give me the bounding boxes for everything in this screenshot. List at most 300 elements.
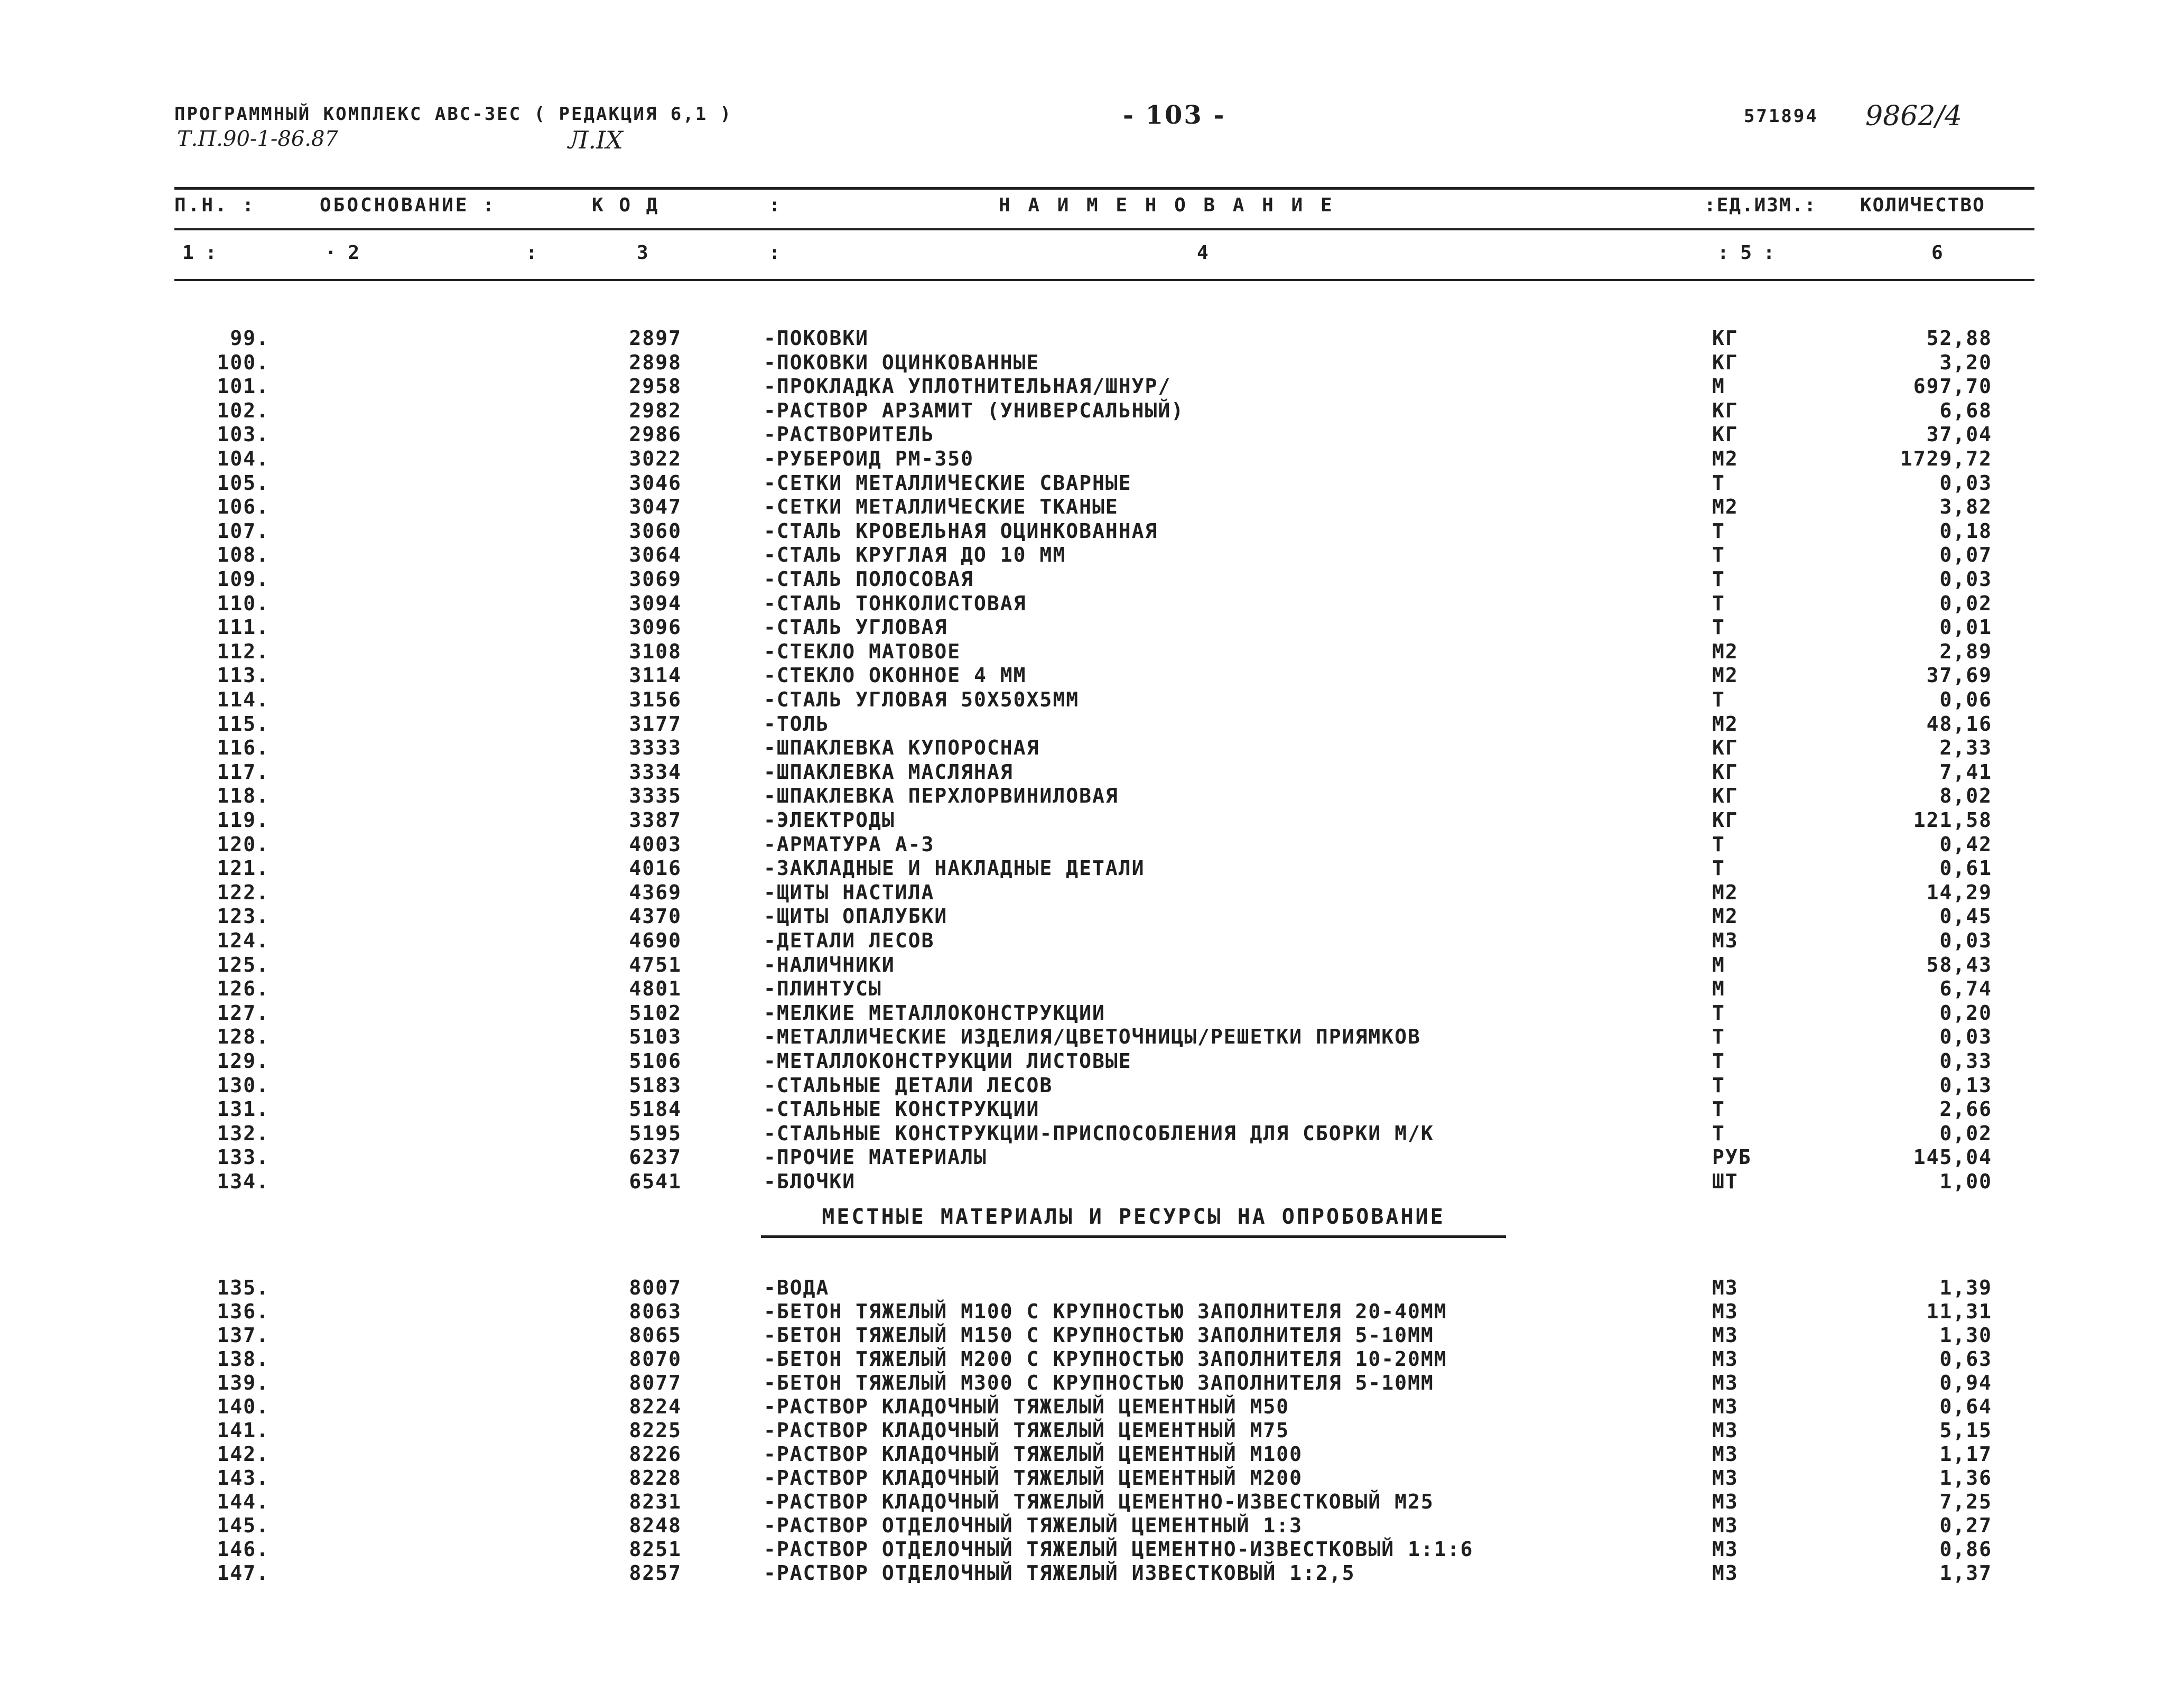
table-row bbox=[0, 1538, 2184, 1561]
row-unit: Т bbox=[1712, 1121, 1725, 1145]
table-row bbox=[0, 423, 2184, 446]
row-number: 106. bbox=[217, 495, 269, 519]
row-unit: М3 bbox=[1712, 1371, 1739, 1394]
row-code: 4369 bbox=[629, 880, 682, 904]
row-code: 2958 bbox=[629, 375, 682, 398]
row-unit: М3 bbox=[1712, 1442, 1739, 1466]
row-quantity: 0,13 bbox=[1939, 1073, 1992, 1097]
row-quantity: 37,69 bbox=[1926, 664, 1992, 687]
row-name: -ЭЛЕКТРОДЫ bbox=[764, 808, 895, 832]
row-name: -ТОЛЬ bbox=[764, 712, 830, 736]
row-number: 102. bbox=[217, 398, 269, 422]
row-number: 116. bbox=[217, 736, 269, 760]
row-quantity: 52,88 bbox=[1926, 327, 1992, 350]
row-number: 132. bbox=[217, 1121, 269, 1145]
col-num-sep2: : bbox=[526, 242, 537, 264]
row-number: 133. bbox=[217, 1146, 269, 1169]
row-unit: М2 bbox=[1712, 905, 1739, 928]
row-number: 103. bbox=[217, 423, 269, 446]
row-code: 3094 bbox=[629, 591, 682, 615]
row-unit: КГ bbox=[1712, 423, 1739, 446]
table-row bbox=[0, 688, 2184, 711]
row-unit: ШТ bbox=[1712, 1170, 1739, 1193]
row-number: 107. bbox=[217, 519, 269, 543]
row-name: -РАСТВОР КЛАДОЧНЫЙ ТЯЖЕЛЫЙ ЦЕМЕНТНО-ИЗВЕСТКОВЫЙ М25 bbox=[764, 1490, 1434, 1513]
row-unit: Т bbox=[1712, 1025, 1725, 1049]
header-rule bbox=[174, 228, 2034, 230]
row-name: -СТАЛЬ КРОВЕЛЬНАЯ ОЦИНКОВАННАЯ bbox=[764, 519, 1158, 543]
row-number: 143. bbox=[217, 1466, 269, 1489]
row-number: 136. bbox=[217, 1300, 269, 1323]
row-name: -МЕТАЛЛОКОНСТРУКЦИИ ЛИСТОВЫЕ bbox=[764, 1049, 1132, 1073]
row-number: 104. bbox=[217, 447, 269, 470]
row-name: -СТАЛЬНЫЕ ДЕТАЛИ ЛЕСОВ bbox=[764, 1073, 1053, 1097]
row-quantity: 5,15 bbox=[1939, 1419, 1992, 1442]
row-code: 3177 bbox=[629, 712, 682, 736]
handwritten-mark: Л.IX bbox=[568, 126, 623, 154]
row-unit: М3 bbox=[1712, 1538, 1739, 1561]
row-name: -РУБЕРОИД РМ-350 bbox=[764, 447, 974, 470]
row-quantity: 0,86 bbox=[1939, 1538, 1992, 1561]
table-row bbox=[0, 1490, 2184, 1513]
row-name: -ЩИТЫ ОПАЛУБКИ bbox=[764, 905, 948, 928]
row-code: 8007 bbox=[629, 1276, 682, 1299]
row-quantity: 0,27 bbox=[1939, 1514, 1992, 1537]
row-name: -РАСТВОР ОТДЕЛОЧНЫЙ ТЯЖЕЛЫЙ ЦЕМЕНТНО-ИЗВЕСТКОВЫЙ 1:1:6 bbox=[764, 1538, 1474, 1561]
row-code: 8226 bbox=[629, 1442, 682, 1466]
row-quantity: 37,04 bbox=[1926, 423, 1992, 446]
row-quantity: 3,20 bbox=[1939, 350, 1992, 374]
row-code: 8231 bbox=[629, 1490, 682, 1513]
row-code: 3156 bbox=[629, 688, 682, 711]
row-name: -РАСТВОР ОТДЕЛОЧНЫЙ ТЯЖЕЛЫЙ ЦЕМЕНТНЫЙ 1:3 bbox=[764, 1514, 1303, 1537]
row-quantity: 0,33 bbox=[1939, 1049, 1992, 1073]
row-number: 118. bbox=[217, 784, 269, 808]
col-head-sep: : bbox=[769, 194, 783, 216]
table-row bbox=[0, 1074, 2184, 1097]
table-row bbox=[0, 567, 2184, 591]
row-quantity: 0,63 bbox=[1939, 1347, 1992, 1371]
row-quantity: 0,07 bbox=[1939, 543, 1992, 567]
row-quantity: 1,37 bbox=[1939, 1561, 1992, 1585]
row-unit: Т bbox=[1712, 1073, 1725, 1097]
row-unit: М2 bbox=[1712, 880, 1739, 904]
table-row bbox=[0, 1170, 2184, 1193]
row-number: 121. bbox=[217, 857, 269, 880]
row-code: 3334 bbox=[629, 760, 682, 784]
table-row bbox=[0, 784, 2184, 807]
row-number: 127. bbox=[217, 1001, 269, 1025]
row-unit: М2 bbox=[1712, 639, 1739, 663]
row-number: 147. bbox=[217, 1561, 269, 1585]
row-number: 124. bbox=[217, 929, 269, 952]
row-code: 8077 bbox=[629, 1371, 682, 1394]
row-quantity: 1,00 bbox=[1939, 1170, 1992, 1193]
table-row bbox=[0, 905, 2184, 928]
col-head-n: П.Н. : bbox=[174, 194, 256, 216]
table-row bbox=[0, 664, 2184, 687]
row-name: -СТЕКЛО ОКОННОЕ 4 ММ bbox=[764, 664, 1027, 687]
row-name: -ШПАКЛЕВКА МАСЛЯНАЯ bbox=[764, 760, 1014, 784]
row-unit: М3 bbox=[1712, 1324, 1739, 1347]
col-head-unit: :ЕД.ИЗМ.: bbox=[1704, 194, 1817, 216]
row-name: -СТАЛЬ ПОЛОСОВАЯ bbox=[764, 567, 974, 591]
row-unit: М3 bbox=[1712, 1561, 1739, 1585]
row-unit: КГ bbox=[1712, 760, 1739, 784]
row-unit: Т bbox=[1712, 1049, 1725, 1073]
row-code: 8248 bbox=[629, 1514, 682, 1537]
document-code: 571894 bbox=[1744, 106, 1818, 127]
row-code: 3335 bbox=[629, 784, 682, 808]
row-quantity: 1,39 bbox=[1939, 1276, 1992, 1299]
row-name: -ПОКОВКИ bbox=[764, 327, 869, 350]
row-number: 112. bbox=[217, 639, 269, 663]
row-code: 4690 bbox=[629, 929, 682, 952]
col-num-2: · 2 bbox=[325, 242, 360, 264]
row-name: -РАСТВОР КЛАДОЧНЫЙ ТЯЖЕЛЫЙ ЦЕМЕНТНЫЙ М75 bbox=[764, 1419, 1290, 1442]
row-code: 4016 bbox=[629, 857, 682, 880]
row-code: 3114 bbox=[629, 664, 682, 687]
table-row bbox=[0, 1395, 2184, 1418]
row-quantity: 58,43 bbox=[1926, 953, 1992, 976]
row-code: 5195 bbox=[629, 1121, 682, 1145]
table-row bbox=[0, 399, 2184, 422]
row-code: 4751 bbox=[629, 953, 682, 976]
row-unit: М3 bbox=[1712, 1300, 1739, 1323]
row-quantity: 1,17 bbox=[1939, 1442, 1992, 1466]
table-row bbox=[0, 977, 2184, 1000]
row-unit: М bbox=[1712, 953, 1725, 976]
row-quantity: 697,70 bbox=[1913, 375, 1992, 398]
table-row bbox=[0, 808, 2184, 832]
row-number: 144. bbox=[217, 1490, 269, 1513]
page-number: - 103 - bbox=[1123, 100, 1226, 130]
row-unit: М2 bbox=[1712, 447, 1739, 470]
row-name: -ПРОКЛАДКА УПЛОТНИТЕЛЬНАЯ/ШНУР/ bbox=[764, 375, 1172, 398]
table-row bbox=[0, 1276, 2184, 1299]
col-head-basis: ОБОСНОВАНИЕ : bbox=[320, 194, 496, 216]
table-row bbox=[0, 1001, 2184, 1025]
row-quantity: 0,20 bbox=[1939, 1001, 1992, 1025]
table-row bbox=[0, 712, 2184, 736]
row-unit: Т bbox=[1712, 519, 1725, 543]
row-quantity: 1,30 bbox=[1939, 1324, 1992, 1347]
row-code: 3069 bbox=[629, 567, 682, 591]
table-row bbox=[0, 375, 2184, 398]
col-head-qty: КОЛИЧЕСТВО bbox=[1860, 194, 1985, 216]
row-name: -СТЕКЛО МАТОВОЕ bbox=[764, 639, 961, 663]
row-number: 108. bbox=[217, 543, 269, 567]
col-head-name: Н А И М Е Н О В А Н И Е bbox=[999, 194, 1335, 216]
row-code: 3060 bbox=[629, 519, 682, 543]
row-name: -СЕТКИ МЕТАЛЛИЧЕСКИЕ СВАРНЫЕ bbox=[764, 471, 1132, 495]
row-number: 120. bbox=[217, 832, 269, 856]
row-number: 114. bbox=[217, 688, 269, 711]
table-row bbox=[0, 760, 2184, 784]
row-name: -ПРОЧИЕ МАТЕРИАЛЫ bbox=[764, 1146, 987, 1169]
row-name: -СЕТКИ МЕТАЛЛИЧЕСКИЕ ТКАНЫЕ bbox=[764, 495, 1119, 519]
row-name: -РАСТВОР КЛАДОЧНЫЙ ТЯЖЕЛЫЙ ЦЕМЕНТНЫЙ М50 bbox=[764, 1395, 1290, 1418]
row-number: 99. bbox=[230, 327, 269, 350]
row-number: 119. bbox=[217, 808, 269, 832]
row-unit: М3 bbox=[1712, 1347, 1739, 1371]
row-code: 2986 bbox=[629, 423, 682, 446]
row-code: 4801 bbox=[629, 977, 682, 1001]
row-quantity: 145,04 bbox=[1913, 1146, 1992, 1169]
row-name: -МЕТАЛЛИЧЕСКИЕ ИЗДЕЛИЯ/ЦВЕТОЧНИЦЫ/РЕШЕТКИ ПРИЯМКОВ bbox=[764, 1025, 1421, 1049]
row-quantity: 6,68 bbox=[1939, 398, 1992, 422]
row-unit: М2 bbox=[1712, 495, 1739, 519]
row-unit: Т bbox=[1712, 832, 1725, 856]
table-row bbox=[0, 1324, 2184, 1347]
row-quantity: 0,45 bbox=[1939, 905, 1992, 928]
row-unit: М3 bbox=[1712, 929, 1739, 952]
row-quantity: 121,58 bbox=[1913, 808, 1992, 832]
row-name: -БЕТОН ТЯЖЕЛЫЙ М150 С КРУПНОСТЬЮ ЗАПОЛНИТЕЛЯ 5-10ММ bbox=[764, 1324, 1434, 1347]
row-unit: Т bbox=[1712, 1097, 1725, 1121]
row-unit: М bbox=[1712, 977, 1725, 1001]
table-top-rule bbox=[174, 187, 2034, 190]
row-number: 138. bbox=[217, 1347, 269, 1371]
row-name: -РАСТВОР КЛАДОЧНЫЙ ТЯЖЕЛЫЙ ЦЕМЕНТНЫЙ М100 bbox=[764, 1442, 1303, 1466]
table-row bbox=[0, 351, 2184, 374]
row-name: -РАСТВОР ОТДЕЛОЧНЫЙ ТЯЖЕЛЫЙ ИЗВЕСТКОВЫЙ 1:2,5 bbox=[764, 1561, 1355, 1585]
table-row bbox=[0, 1122, 2184, 1145]
row-quantity: 0,03 bbox=[1939, 1025, 1992, 1049]
row-name: -РАСТВОРИТЕЛЬ bbox=[764, 423, 935, 446]
row-code: 3096 bbox=[629, 616, 682, 639]
row-code: 2982 bbox=[629, 398, 682, 422]
row-name: -ШПАКЛЕВКА ПЕРХЛОРВИНИЛОВАЯ bbox=[764, 784, 1119, 808]
row-number: 122. bbox=[217, 880, 269, 904]
row-code: 3046 bbox=[629, 471, 682, 495]
column-numbers-rule bbox=[174, 279, 2034, 281]
table-row bbox=[0, 736, 2184, 759]
row-unit: КГ bbox=[1712, 736, 1739, 760]
table-row bbox=[0, 592, 2184, 615]
row-unit: М2 bbox=[1712, 664, 1739, 687]
row-code: 6237 bbox=[629, 1146, 682, 1169]
table-row bbox=[0, 857, 2184, 880]
row-quantity: 0,94 bbox=[1939, 1371, 1992, 1394]
row-code: 8224 bbox=[629, 1395, 682, 1418]
row-code: 8257 bbox=[629, 1561, 682, 1585]
row-quantity: 48,16 bbox=[1926, 712, 1992, 736]
row-number: 101. bbox=[217, 375, 269, 398]
row-number: 111. bbox=[217, 616, 269, 639]
row-name: -ШПАКЛЕВКА КУПОРОСНАЯ bbox=[764, 736, 1040, 760]
row-name: -СТАЛЬНЫЕ КОНСТРУКЦИИ bbox=[764, 1097, 1040, 1121]
row-number: 131. bbox=[217, 1097, 269, 1121]
table-row bbox=[0, 1466, 2184, 1489]
table-row bbox=[0, 881, 2184, 904]
row-unit: Т bbox=[1712, 857, 1725, 880]
col-head-code: К О Д bbox=[592, 194, 660, 216]
table-row bbox=[0, 1300, 2184, 1323]
row-code: 8063 bbox=[629, 1300, 682, 1323]
row-name: -ПЛИНТУСЫ bbox=[764, 977, 882, 1001]
table-row bbox=[0, 1097, 2184, 1121]
row-quantity: 3,82 bbox=[1939, 495, 1992, 519]
row-quantity: 0,42 bbox=[1939, 832, 1992, 856]
row-name: -СТАЛЬ УГЛОВАЯ 50Х50Х5ММ bbox=[764, 688, 1080, 711]
row-number: 109. bbox=[217, 567, 269, 591]
row-unit: Т bbox=[1712, 616, 1725, 639]
row-number: 100. bbox=[217, 350, 269, 374]
table-row bbox=[0, 519, 2184, 543]
row-quantity: 0,03 bbox=[1939, 929, 1992, 952]
row-quantity: 0,02 bbox=[1939, 1121, 1992, 1145]
row-code: 8225 bbox=[629, 1419, 682, 1442]
table-row bbox=[0, 327, 2184, 350]
row-code: 4003 bbox=[629, 832, 682, 856]
row-number: 135. bbox=[217, 1276, 269, 1299]
table-row bbox=[0, 616, 2184, 639]
row-code: 8070 bbox=[629, 1347, 682, 1371]
row-number: 129. bbox=[217, 1049, 269, 1073]
row-quantity: 0,64 bbox=[1939, 1395, 1992, 1418]
row-code: 5183 bbox=[629, 1073, 682, 1097]
row-unit: М3 bbox=[1712, 1419, 1739, 1442]
table-row bbox=[0, 1025, 2184, 1048]
row-code: 5184 bbox=[629, 1097, 682, 1121]
row-number: 145. bbox=[217, 1514, 269, 1537]
row-unit: Т bbox=[1712, 567, 1725, 591]
row-quantity: 2,33 bbox=[1939, 736, 1992, 760]
table-row bbox=[0, 833, 2184, 856]
section-title: МЕСТНЫЕ МАТЕРИАЛЫ И РЕСУРСЫ НА ОПРОБОВАНИЕ bbox=[761, 1205, 1506, 1238]
row-name: -БЕТОН ТЯЖЕЛЫЙ М200 С КРУПНОСТЬЮ ЗАПОЛНИТЕЛЯ 10-20ММ bbox=[764, 1347, 1447, 1371]
row-code: 3064 bbox=[629, 543, 682, 567]
row-code: 2897 bbox=[629, 327, 682, 350]
row-quantity: 7,41 bbox=[1939, 760, 1992, 784]
table-row bbox=[0, 929, 2184, 952]
row-unit: М3 bbox=[1712, 1395, 1739, 1418]
row-number: 115. bbox=[217, 712, 269, 736]
table-row bbox=[0, 1347, 2184, 1371]
row-number: 126. bbox=[217, 977, 269, 1001]
row-number: 113. bbox=[217, 664, 269, 687]
row-code: 8228 bbox=[629, 1466, 682, 1489]
row-number: 140. bbox=[217, 1395, 269, 1418]
row-quantity: 0,18 bbox=[1939, 519, 1992, 543]
table-row bbox=[0, 543, 2184, 566]
row-unit: Т bbox=[1712, 591, 1725, 615]
row-quantity: 7,25 bbox=[1939, 1490, 1992, 1513]
program-header: ПРОГРАММНЫЙ КОМПЛЕКС АВС-3ЕС ( РЕДАКЦИЯ 6,1 ) bbox=[174, 104, 733, 125]
row-name: -СТАЛЬНЫЕ КОНСТРУКЦИИ-ПРИСПОСОБЛЕНИЯ ДЛЯ СБОРКИ М/К bbox=[764, 1121, 1434, 1145]
row-number: 128. bbox=[217, 1025, 269, 1049]
row-name: -ЩИТЫ НАСТИЛА bbox=[764, 880, 935, 904]
col-num-6: 6 bbox=[1931, 242, 1943, 264]
row-name: -СТАЛЬ УГЛОВАЯ bbox=[764, 616, 948, 639]
row-code: 3108 bbox=[629, 639, 682, 663]
row-code: 8065 bbox=[629, 1324, 682, 1347]
table-row bbox=[0, 1561, 2184, 1585]
row-number: 139. bbox=[217, 1371, 269, 1394]
table-row bbox=[0, 640, 2184, 663]
row-quantity: 8,02 bbox=[1939, 784, 1992, 808]
row-code: 2898 bbox=[629, 350, 682, 374]
row-unit: М3 bbox=[1712, 1514, 1739, 1537]
row-code: 3022 bbox=[629, 447, 682, 470]
row-name: -БЕТОН ТЯЖЕЛЫЙ М300 С КРУПНОСТЬЮ ЗАПОЛНИТЕЛЯ 5-10ММ bbox=[764, 1371, 1434, 1394]
row-unit: М3 bbox=[1712, 1276, 1739, 1299]
row-quantity: 0,06 bbox=[1939, 688, 1992, 711]
table-row bbox=[0, 1146, 2184, 1169]
row-unit: М bbox=[1712, 375, 1725, 398]
handwritten-project-code: Т.П.90-1-86.87 bbox=[177, 127, 338, 151]
row-name: -НАЛИЧНИКИ bbox=[764, 953, 895, 976]
col-num-1: 1 : bbox=[182, 242, 217, 264]
row-quantity: 0,01 bbox=[1939, 616, 1992, 639]
row-name: -МЕЛКИЕ МЕТАЛЛОКОНСТРУКЦИИ bbox=[764, 1001, 1105, 1025]
table-row bbox=[0, 447, 2184, 470]
row-unit: РУБ bbox=[1712, 1146, 1752, 1169]
row-number: 123. bbox=[217, 905, 269, 928]
row-number: 146. bbox=[217, 1538, 269, 1561]
row-code: 5103 bbox=[629, 1025, 682, 1049]
row-number: 134. bbox=[217, 1170, 269, 1193]
row-number: 130. bbox=[217, 1073, 269, 1097]
row-unit: Т bbox=[1712, 1001, 1725, 1025]
col-num-4: 4 bbox=[1197, 242, 1209, 264]
row-quantity: 14,29 bbox=[1926, 880, 1992, 904]
row-quantity: 6,74 bbox=[1939, 977, 1992, 1001]
row-quantity: 0,03 bbox=[1939, 471, 1992, 495]
row-quantity: 0,02 bbox=[1939, 591, 1992, 615]
row-unit: КГ bbox=[1712, 784, 1739, 808]
row-unit: Т bbox=[1712, 543, 1725, 567]
row-code: 3387 bbox=[629, 808, 682, 832]
table-row bbox=[0, 1371, 2184, 1394]
row-number: 125. bbox=[217, 953, 269, 976]
row-code: 4370 bbox=[629, 905, 682, 928]
table-row bbox=[0, 471, 2184, 495]
row-name: -ДЕТАЛИ ЛЕСОВ bbox=[764, 929, 935, 952]
row-unit: М3 bbox=[1712, 1490, 1739, 1513]
row-name: -РАСТВОР КЛАДОЧНЫЙ ТЯЖЕЛЫЙ ЦЕМЕНТНЫЙ М200 bbox=[764, 1466, 1303, 1489]
row-number: 110. bbox=[217, 591, 269, 615]
handwritten-number: 9862/4 bbox=[1865, 100, 1962, 132]
row-unit: КГ bbox=[1712, 327, 1739, 350]
row-name: -БЕТОН ТЯЖЕЛЫЙ М100 С КРУПНОСТЬЮ ЗАПОЛНИТЕЛЯ 20-40ММ bbox=[764, 1300, 1447, 1323]
row-unit: КГ bbox=[1712, 350, 1739, 374]
row-unit: М3 bbox=[1712, 1466, 1739, 1489]
row-number: 142. bbox=[217, 1442, 269, 1466]
row-quantity: 1,36 bbox=[1939, 1466, 1992, 1489]
row-unit: КГ bbox=[1712, 808, 1739, 832]
col-num-sep3: : bbox=[769, 242, 780, 264]
row-code: 6541 bbox=[629, 1170, 682, 1193]
row-name: -ЗАКЛАДНЫЕ И НАКЛАДНЫЕ ДЕТАЛИ bbox=[764, 857, 1145, 880]
row-name: -ВОДА bbox=[764, 1276, 830, 1299]
row-unit: М2 bbox=[1712, 712, 1739, 736]
row-code: 3047 bbox=[629, 495, 682, 519]
row-name: -АРМАТУРА А-3 bbox=[764, 832, 935, 856]
table-row bbox=[0, 1442, 2184, 1466]
row-number: 141. bbox=[217, 1419, 269, 1442]
row-number: 117. bbox=[217, 760, 269, 784]
row-code: 3333 bbox=[629, 736, 682, 760]
row-name: -СТАЛЬ КРУГЛАЯ ДО 10 ММ bbox=[764, 543, 1066, 567]
row-unit: Т bbox=[1712, 471, 1725, 495]
row-quantity: 2,89 bbox=[1939, 639, 1992, 663]
row-unit: КГ bbox=[1712, 398, 1739, 422]
row-code: 5102 bbox=[629, 1001, 682, 1025]
col-num-3: 3 bbox=[637, 242, 648, 264]
row-code: 8251 bbox=[629, 1538, 682, 1561]
